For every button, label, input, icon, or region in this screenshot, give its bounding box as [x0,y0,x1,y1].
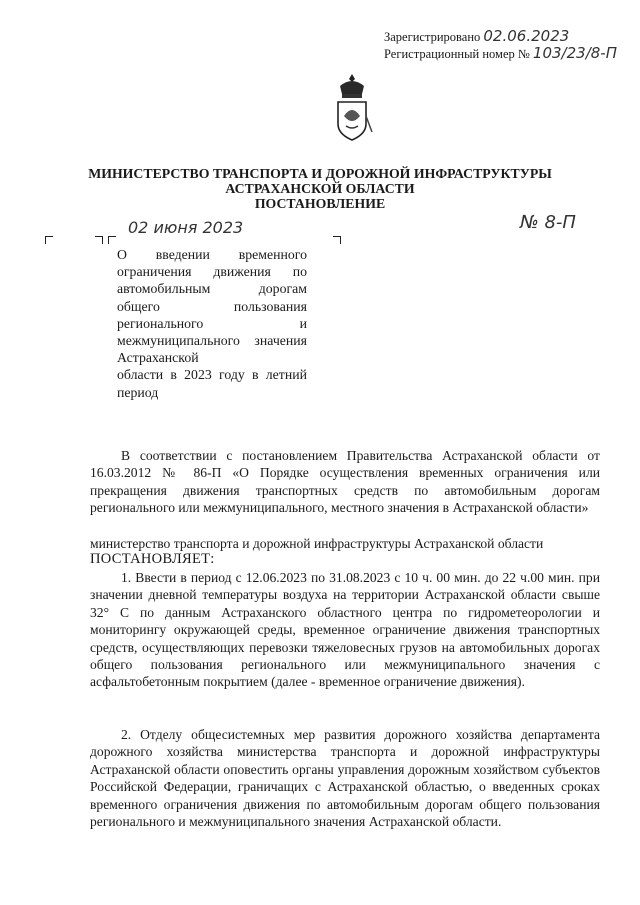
ministry-name-line1: МИНИСТЕРСТВО ТРАНСПОРТА И ДОРОЖНОЙ ИНФРАСТРУКТУРЫ [88,166,552,181]
registration-number-label: Регистрационный номер № [384,47,530,61]
registration-number-value: 103/23/8-П [532,44,617,62]
handwritten-date: 02 июня 2023 [128,218,244,237]
registered-label: Зарегистрировано [384,30,481,44]
bracket-top-left-icon [45,236,53,244]
item-2-paragraph: 2. Отделу общесистемных мер развития дорожного хозяйства департамента дорожного хозяйства министерства транспорта и дорожной инфраструктуры Астраханской области оповестить органы управления дорожным хозяйством субъектов Российской Федерации, граничащих с Астраханской областью, о введенных сроках временного ограничения движения по автомобильным дорогам общего пользования регионального и межмуниципального значения Астраханской области. [90,727,600,830]
bracket-top-right-icon [95,236,103,244]
document-type-title: ПОСТАНОВЛЕНИЕ [254,196,386,211]
subject-text: О введении временного ограничения движения по автомобильным дорогам общего пользования регионального и межмуниципального значения Астраханской [117,247,307,366]
registered-date: 02.06.2023 [483,27,570,45]
registration-number-line [384,45,617,63]
coat-of-arms-icon [330,72,374,146]
preamble-paragraph: В соответствии с постановлением Правительства Астраханской области от 16.03.2012 № 86-П «О Порядке осуществления временных ограничения или прекращения движения транспортных средств по автомобильным дорогам регионального или межмуниципального, местного значения в Астраханской области» [90,448,600,516]
ministry-name-line2: АСТРАХАНСКОЙ ОБЛАСТИ [225,181,415,196]
handwritten-document-number: № 8-П [520,212,576,233]
issuer-line: министерство транспорта и дорожной инфраструктуры Астраханской области [90,536,544,551]
item-1-paragraph: 1. Ввести в период с 12.06.2023 по 31.08.2023 с 10 ч. 00 мин. до 22 ч.00 мин. при значении дневной температуры воздуха на территории Астраханской области свыше 32° С по данным Астраханского областного центра по гидрометеорологии и мониторингу окружающей среды, временное ограничение движения транспортных средств, осуществляющих перевозки тяжеловесных грузов на автомобильных дорогах общего пользования регионального или межмуниципального значения с асфальтобетонным покрытием (далее - временное ограничение движения). [90,570,600,690]
bracket-subject-right-icon [333,236,341,244]
subject-text-end: области в 2023 году в летний период [117,367,307,400]
resolves-line: ПОСТАНОВЛЯЕТ: [90,551,215,567]
document-subject [117,246,307,401]
bracket-subject-left-icon [108,236,116,244]
